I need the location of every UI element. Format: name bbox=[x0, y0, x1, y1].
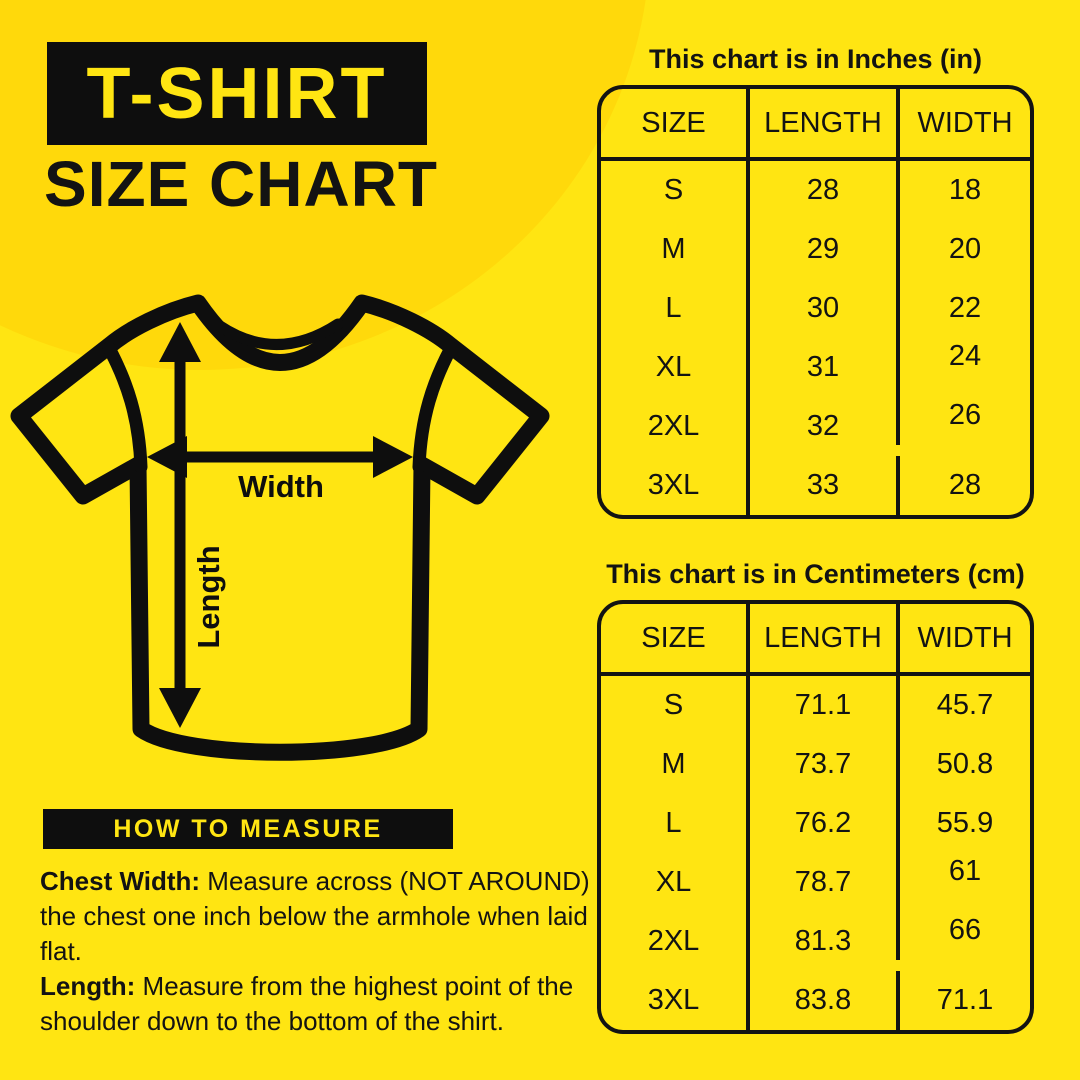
size-cell: 2XL bbox=[647, 410, 700, 442]
size-cell: S bbox=[663, 689, 684, 721]
page-title: T-SHIRT bbox=[86, 53, 388, 134]
width-cell: 24 bbox=[896, 327, 1030, 386]
table-row bbox=[601, 456, 1030, 515]
cm-table-header-row bbox=[601, 604, 1030, 676]
length-text: Measure from the highest point of the shoulder down to the bottom of the shirt. bbox=[40, 971, 574, 1036]
table-row bbox=[601, 676, 1030, 735]
column-header-width: WIDTH bbox=[896, 89, 1030, 157]
chest-width-text: Measure across (NOT AROUND) the chest one inch below the armhole when laid flat. bbox=[40, 866, 590, 966]
length-cell: 78.7 bbox=[746, 853, 896, 912]
width-label: Width bbox=[238, 469, 324, 504]
width-cell: 55.9 bbox=[896, 794, 1030, 853]
column-header-size: SIZE bbox=[641, 106, 706, 139]
length-term: Length: bbox=[40, 971, 136, 1001]
table-row bbox=[601, 161, 1030, 220]
chest-width-instruction bbox=[40, 864, 612, 969]
width-cell: 45.7 bbox=[896, 676, 1030, 735]
tshirt-outline bbox=[19, 303, 541, 752]
length-instruction bbox=[40, 969, 612, 1039]
cm-table-body bbox=[601, 676, 1030, 1030]
how-to-measure-label: HOW TO MEASURE bbox=[113, 814, 383, 843]
tshirt-diagram-icon bbox=[5, 282, 555, 787]
table-row bbox=[601, 220, 1030, 279]
length-cell: 81.3 bbox=[746, 912, 896, 971]
table-row bbox=[601, 735, 1030, 794]
inches-table-header-row bbox=[601, 89, 1030, 161]
cm-table bbox=[597, 600, 1034, 1034]
length-cell: 33 bbox=[746, 456, 896, 515]
length-cell: 29 bbox=[746, 220, 896, 279]
size-cell: 2XL bbox=[647, 925, 700, 957]
width-cell: 18 bbox=[896, 161, 1030, 220]
how-to-measure-bar bbox=[43, 809, 453, 849]
size-cell: 3XL bbox=[647, 469, 700, 501]
width-cell: 26 bbox=[896, 386, 1030, 445]
size-cell: M bbox=[661, 233, 686, 265]
length-cell: 28 bbox=[746, 161, 896, 220]
length-arrow bbox=[159, 322, 201, 728]
width-cell: 20 bbox=[896, 220, 1030, 279]
length-cell: 73.7 bbox=[746, 735, 896, 794]
title-box bbox=[47, 42, 427, 145]
cm-table-title: This chart is in Centimeters (cm) bbox=[606, 559, 1025, 589]
length-cell: 83.8 bbox=[746, 971, 896, 1030]
column-header-width: WIDTH bbox=[896, 604, 1030, 672]
width-cell: 50.8 bbox=[896, 735, 1030, 794]
measure-instructions bbox=[40, 864, 612, 1039]
chest-width-term: Chest Width: bbox=[40, 866, 201, 896]
column-header-length: LENGTH bbox=[746, 89, 896, 157]
size-cell: L bbox=[665, 807, 682, 839]
size-cell: XL bbox=[655, 866, 692, 898]
column-header-length: LENGTH bbox=[746, 604, 896, 672]
width-cell: 28 bbox=[896, 456, 1030, 515]
width-cell: 66 bbox=[896, 901, 1030, 960]
page-subtitle: SIZE CHART bbox=[44, 148, 438, 220]
inches-table-body bbox=[601, 161, 1030, 515]
inches-table bbox=[597, 85, 1034, 519]
width-cell: 71.1 bbox=[896, 971, 1030, 1030]
length-cell: 76.2 bbox=[746, 794, 896, 853]
size-cell: 3XL bbox=[647, 984, 700, 1016]
length-cell: 31 bbox=[746, 338, 896, 397]
length-cell: 30 bbox=[746, 279, 896, 338]
length-cell: 71.1 bbox=[746, 676, 896, 735]
column-header-size: SIZE bbox=[641, 621, 706, 654]
size-cell: XL bbox=[655, 351, 692, 383]
inches-table-title: This chart is in Inches (in) bbox=[648, 44, 983, 74]
size-cell: S bbox=[663, 174, 684, 206]
tshirt-right-armhole-seam bbox=[419, 348, 451, 467]
size-cell: M bbox=[661, 748, 686, 780]
size-cell: L bbox=[665, 292, 682, 324]
table-row bbox=[601, 912, 1030, 971]
tshirt-left-armhole-seam bbox=[109, 348, 141, 467]
width-cell: 22 bbox=[896, 279, 1030, 338]
width-cell: 61 bbox=[896, 842, 1030, 901]
length-cell: 32 bbox=[746, 397, 896, 456]
length-label: Length bbox=[191, 545, 226, 649]
table-row bbox=[601, 971, 1030, 1030]
table-row bbox=[601, 397, 1030, 456]
